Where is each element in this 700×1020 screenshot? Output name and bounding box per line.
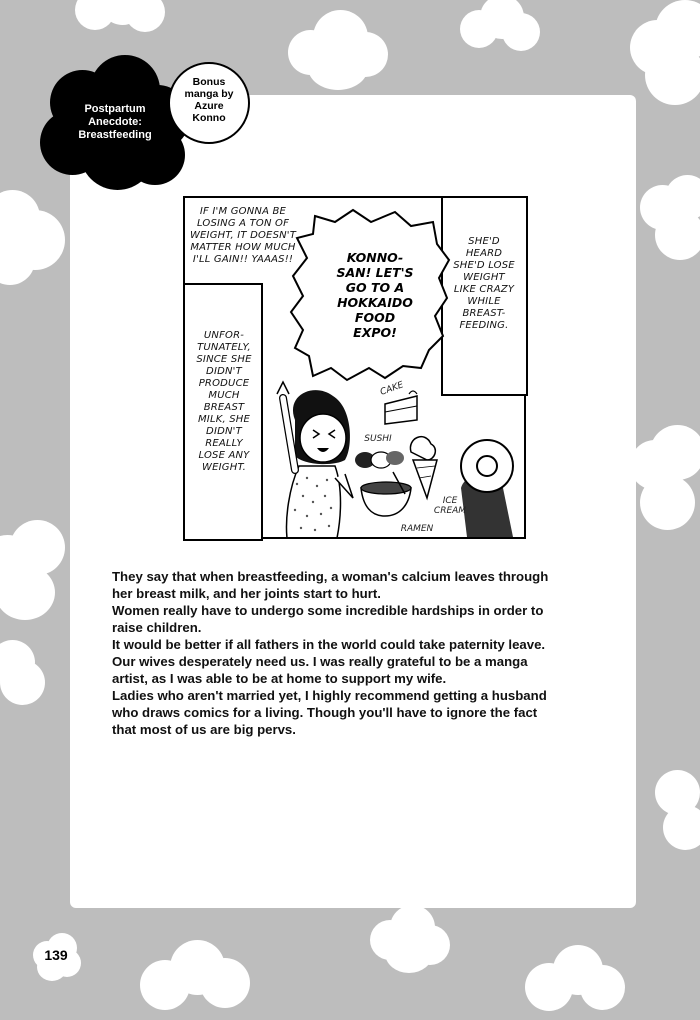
background-cloud bbox=[370, 905, 450, 975]
right-caption bbox=[443, 236, 525, 332]
title-line: Postpartum bbox=[84, 103, 146, 115]
credit-badge bbox=[168, 62, 250, 144]
speech-line: GO TO A bbox=[345, 280, 405, 295]
background-cloud bbox=[655, 760, 700, 855]
caption-line: UNFOR- bbox=[203, 330, 245, 341]
title-text bbox=[60, 103, 170, 142]
donut-character-illustration bbox=[461, 440, 513, 537]
body-line: who draws comics for a living. Though you'll have to ignore the fact bbox=[112, 705, 538, 720]
sushi-label: SUSHI bbox=[364, 434, 392, 444]
background-cloud bbox=[140, 940, 250, 1020]
ramen-illustration bbox=[361, 472, 411, 516]
credit-line: Azure bbox=[194, 100, 224, 112]
left-caption bbox=[187, 330, 261, 474]
girl-illustration bbox=[277, 382, 353, 537]
ramen-label: RAMEN bbox=[400, 524, 434, 534]
body-line: They say that when breastfeeding, a woman's calcium leaves through bbox=[112, 569, 549, 584]
background-cloud bbox=[630, 0, 700, 110]
credit-line: Bonus bbox=[192, 76, 226, 88]
comic-panel bbox=[183, 196, 526, 539]
cake-label: CAKE bbox=[378, 380, 406, 398]
cake-illustration bbox=[385, 391, 417, 424]
caption-line: LOSE ANY bbox=[198, 450, 250, 461]
caption-line: WEIGHT. bbox=[202, 462, 246, 473]
body-line: Ladies who aren't married yet, I highly recommend getting a husband bbox=[112, 688, 547, 703]
caption-line: BREAST bbox=[203, 402, 245, 413]
background-cloud bbox=[630, 425, 700, 535]
sushi-illustration bbox=[355, 451, 404, 468]
speech-line: SAN! LET'S bbox=[336, 265, 414, 280]
speech-line: HOKKAIDO bbox=[337, 295, 413, 310]
background-cloud bbox=[75, 0, 165, 40]
body-line: Our wives desperately need us. I was really grateful to be a manga bbox=[112, 654, 528, 669]
background-cloud bbox=[525, 945, 625, 1020]
body-paragraph bbox=[112, 602, 602, 636]
caption-line: SINCE SHE bbox=[196, 354, 252, 365]
credit-line: manga by bbox=[184, 88, 234, 100]
title-badge bbox=[40, 55, 190, 195]
caption-line: DIDN'T bbox=[206, 366, 242, 377]
speech-line: EXPO! bbox=[353, 325, 397, 340]
label-line: ICE bbox=[442, 496, 458, 506]
body-line: raise children. bbox=[112, 620, 202, 635]
caption-line: LIKE CRAZY bbox=[453, 284, 515, 295]
background-cloud bbox=[0, 180, 70, 290]
background-cloud bbox=[640, 175, 700, 265]
caption-line: WEIGHT bbox=[463, 272, 505, 283]
body-paragraph bbox=[112, 568, 602, 602]
caption-line: DIDN'T bbox=[206, 426, 242, 437]
background-cloud bbox=[460, 0, 540, 60]
caption-line: TUNATELY, bbox=[197, 342, 251, 353]
caption-line: PRODUCE bbox=[198, 378, 250, 389]
caption-line: WEIGHT, IT DOESN'T bbox=[189, 230, 297, 241]
body-paragraph bbox=[112, 687, 602, 738]
page-number: 139 bbox=[44, 947, 68, 963]
body-line: that most of us are big pervs. bbox=[112, 722, 296, 737]
caption-line: LOSING A TON OF bbox=[196, 218, 290, 229]
body-line: her breast milk, and her joints start to hurt. bbox=[112, 586, 381, 601]
caption-line: MATTER HOW MUCH bbox=[190, 242, 296, 253]
top-left-caption bbox=[187, 206, 299, 266]
caption-line: HEARD bbox=[465, 248, 503, 259]
caption-line: MILK, SHE bbox=[197, 414, 251, 425]
background-cloud bbox=[0, 630, 50, 710]
caption-line: SHE'D LOSE bbox=[453, 260, 515, 271]
caption-line: REALLY bbox=[205, 438, 243, 449]
speech-line: FOOD bbox=[354, 310, 396, 325]
caption-line: MUCH bbox=[208, 390, 240, 401]
caption-line: IF I'M GONNA BE bbox=[199, 206, 287, 217]
credit-text bbox=[176, 76, 242, 124]
caption-line: SHE'D bbox=[468, 236, 500, 247]
background-cloud bbox=[0, 520, 70, 625]
title-line: Breastfeeding bbox=[78, 129, 152, 141]
body-line: artist, as I was able to be at home to support my wife. bbox=[112, 671, 447, 686]
caption-line: WHILE bbox=[467, 296, 501, 307]
label-line: CREAM bbox=[433, 506, 467, 516]
ice-cream-label bbox=[433, 496, 467, 516]
credit-line: Konno bbox=[192, 112, 226, 124]
body-text bbox=[112, 568, 602, 738]
title-line: Anecdote: bbox=[88, 116, 142, 128]
speech-bubble-text bbox=[323, 250, 427, 340]
body-line: Women really have to undergo some incredible hardships in order to bbox=[112, 603, 544, 618]
speech-line: KONNO- bbox=[346, 250, 404, 265]
background-cloud bbox=[288, 10, 388, 90]
body-paragraph bbox=[112, 636, 602, 687]
body-line: It would be better if all fathers in the world could take paternity leave. bbox=[112, 637, 546, 652]
caption-line: I'LL GAIN!! YAAAS!! bbox=[192, 254, 294, 265]
ice-cream-illustration bbox=[410, 437, 437, 498]
caption-line: BREAST- bbox=[462, 308, 506, 319]
page-number-badge bbox=[33, 933, 79, 979]
caption-line: FEEDING. bbox=[459, 320, 509, 331]
